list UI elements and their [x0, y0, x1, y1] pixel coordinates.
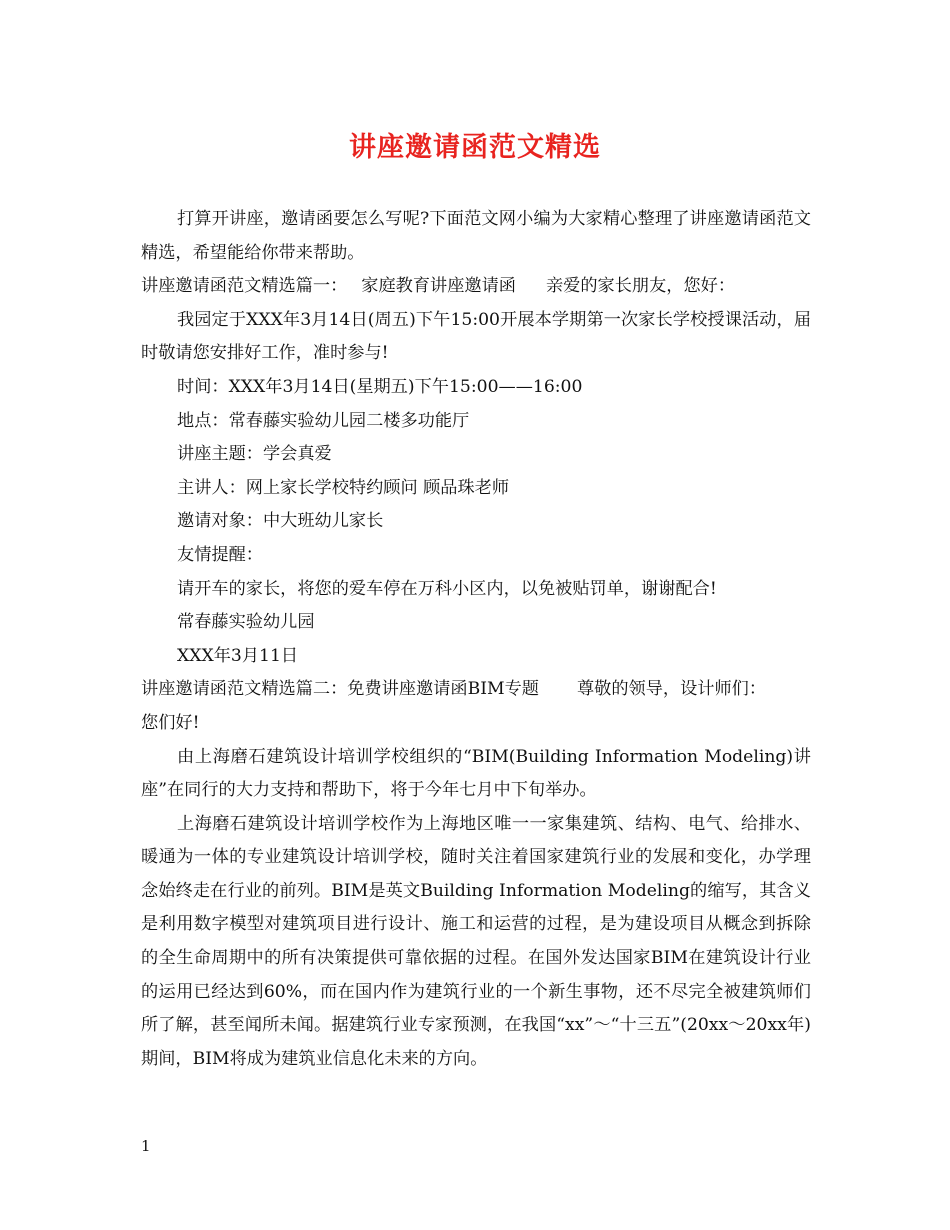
section1-reminder: 请开车的家长，将您的爱车停在万科小区内，以免被贴罚单，谢谢配合! — [177, 578, 717, 599]
page-number: 1 — [141, 1137, 151, 1155]
section1-place: 地点：常春藤实验幼儿园二楼多功能厅 — [177, 410, 470, 431]
document-body — [141, 203, 811, 1076]
section2-heading: 讲座邀请函范文精选篇二：免费讲座邀请函BIM专题 — [141, 679, 539, 700]
section1-heading: 讲座邀请函范文精选篇一： — [141, 276, 348, 297]
section2-hello: 您们好! — [141, 712, 200, 733]
section2-heading-line — [141, 673, 811, 707]
section1-audience: 邀请对象：中大班幼儿家长 — [177, 511, 384, 532]
section2-greeting: 尊敬的领导，设计师们： — [576, 679, 767, 700]
section1-time: 时间：XXX年3月14日(星期五)下午15:00——16:00 — [177, 376, 583, 397]
section1-reminder-label: 友情提醒： — [177, 544, 263, 565]
intro-paragraph: 打算开讲座，邀请函要怎么写呢?下面范文网小编为大家精心整理了讲座邀请函范文精选，希望能给你带来帮助。 — [141, 209, 811, 263]
section1-date: XXX年3月11日 — [177, 645, 299, 666]
section2-paragraph-1: 由上海磨石建筑设计培训学校组织的“BIM(Building Information Modeling)讲座”在同行的大力支持和帮助下，将于今年七月中下旬举办。 — [141, 746, 811, 801]
section2-paragraph-2: 上海磨石建筑设计培训学校作为上海地区唯一一家集建筑、结构、电气、给排水、暖通为一体的专业建筑设计培训学校，随时关注着国家建筑行业的发展和变化，办学理念始终走在行业的前列。BIM是英文Building Information Modeling的缩写，其含义是利用数字模型对建筑项目进行设计、施工和运营的过程，是为建设项目从概念到拆除的全生命周期中的所有决策提供可靠依据的过程。在国外发达国家BIM在建筑设计行业的运用已经达到60%，而在国内作为建筑行业的一个新生事物，还不尽完全被建筑师们所了解，甚至闻所未闻。据建筑行业专家预测，在我国“xx”～“十三五”(20xx～20xx年)期间，BIM将成为建筑业信息化未来的方向。 — [141, 813, 811, 1069]
section1-speaker: 主讲人：网上家长学校特约顾问 顾品珠老师 — [177, 477, 510, 498]
section1-signature: 常春藤实验幼儿园 — [177, 612, 315, 633]
section1-greeting: 亲爱的家长朋友，您好： — [545, 276, 736, 297]
section1-subheading: 家庭教育讲座邀请函 — [361, 276, 516, 297]
section1-topic: 讲座主题：学会真爱 — [177, 444, 332, 465]
section1-body: 我园定于XXX年3月14日(周五)下午15:00开展本学期第一次家长学校授课活动，届时敬请您安排好工作，准时参与! — [141, 309, 811, 364]
document-title: 讲座邀请函范文精选 — [349, 132, 601, 163]
section1-heading-line — [141, 270, 811, 304]
